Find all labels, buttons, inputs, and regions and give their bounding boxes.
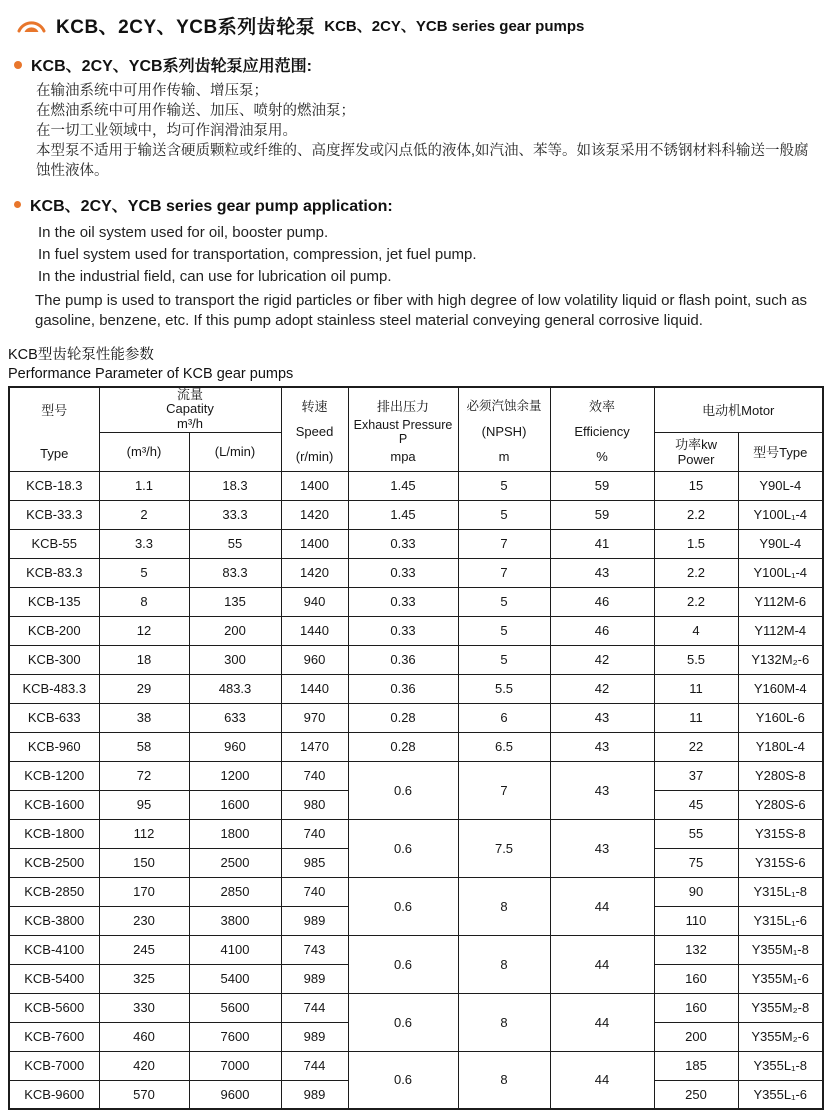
page-title-cn: KCB、2CY、YCB系列齿轮泵 (56, 12, 315, 39)
header-pressure-unit: mpa (349, 449, 458, 464)
table-row (9, 616, 823, 645)
bullet-icon (14, 201, 21, 208)
cell-motor-power: 160 (654, 993, 738, 1022)
cell-speed: 744 (281, 1051, 348, 1080)
header-efficiency-unit: % (551, 449, 654, 464)
cell-pressure: 0.6 (348, 877, 458, 935)
cell-capacity-lmin: 7000 (189, 1051, 281, 1080)
cell-motor-power: 160 (654, 964, 738, 993)
cell-pressure: 0.6 (348, 819, 458, 877)
cell-pressure: 0.6 (348, 993, 458, 1051)
section-body-en (38, 222, 818, 288)
cell-npsh: 7 (458, 761, 550, 819)
header-type (9, 387, 99, 472)
header-efficiency-cn: 效率 (551, 396, 654, 415)
table-caption-cn: KCB型齿轮泵性能参数 (8, 346, 822, 365)
cell-capacity-m3h: 58 (99, 732, 189, 761)
cell-efficiency: 44 (550, 877, 654, 935)
header-speed (281, 387, 348, 472)
cell-efficiency: 46 (550, 587, 654, 616)
cell-npsh: 5 (458, 645, 550, 674)
header-pressure-cn: 排出压力 (349, 396, 458, 415)
cell-efficiency: 46 (550, 616, 654, 645)
section-heading-en-text: KCB、2CY、YCB series gear pump application: (30, 193, 393, 216)
cell-capacity-m3h: 112 (99, 819, 189, 848)
cell-capacity-m3h: 95 (99, 790, 189, 819)
cell-motor-type: Y355L₁-8 (738, 1051, 823, 1080)
cell-efficiency: 44 (550, 993, 654, 1051)
table-row (9, 1051, 823, 1080)
cell-speed: 970 (281, 703, 348, 732)
cell-speed: 740 (281, 761, 348, 790)
cell-capacity-m3h: 1.1 (99, 471, 189, 500)
cell-motor-type: Y100L₁-4 (738, 500, 823, 529)
cell-npsh: 5 (458, 616, 550, 645)
cell-efficiency: 42 (550, 645, 654, 674)
cell-motor-power: 2.2 (654, 500, 738, 529)
cell-motor-type: Y112M-6 (738, 587, 823, 616)
cell-efficiency: 43 (550, 558, 654, 587)
cell-motor-type: Y112M-4 (738, 616, 823, 645)
cell-motor-type: Y100L₁-4 (738, 558, 823, 587)
cell-motor-power: 22 (654, 732, 738, 761)
cell-motor-power: 2.2 (654, 558, 738, 587)
cell-capacity-m3h: 570 (99, 1080, 189, 1109)
cn-line: 在燃油系统中可用作输送、加压、喷射的燃油泵； (36, 102, 822, 122)
cell-capacity-lmin: 3800 (189, 906, 281, 935)
cell-npsh: 6 (458, 703, 550, 732)
cell-capacity-m3h: 38 (99, 703, 189, 732)
table-row (9, 674, 823, 703)
header-speed-unit: (r/min) (282, 449, 348, 464)
header-npsh (458, 387, 550, 472)
bullet-icon (14, 61, 22, 69)
cell-motor-type: Y160M-4 (738, 674, 823, 703)
cell-pump-type: KCB-2850 (9, 877, 99, 906)
table-row (9, 703, 823, 732)
header-speed-en: Speed (282, 424, 348, 439)
header-power-cn: 功率kw (655, 437, 738, 452)
cell-pump-type: KCB-33.3 (9, 500, 99, 529)
header-capacity-unit: m³/h (100, 417, 281, 432)
cell-pressure: 0.28 (348, 703, 458, 732)
table-captions (8, 346, 822, 384)
cn-line: 本型泵不适用于输送含硬质颗粒或纤维的、高度挥发或闪点低的液体,如汽油、苯等。如该泵采用不锈钢材料科输送一般腐蚀性液体。 (36, 142, 822, 181)
cell-npsh: 8 (458, 935, 550, 993)
header-npsh-cn: 必须汽蚀余量 (459, 396, 550, 414)
cell-motor-power: 5.5 (654, 645, 738, 674)
cell-npsh: 8 (458, 993, 550, 1051)
header-capacity-lmin-label: (L/min) (215, 444, 255, 459)
cell-efficiency: 43 (550, 703, 654, 732)
header-capacity-cn: 流量 (100, 388, 281, 403)
header-type-en: Type (10, 446, 99, 461)
cell-capacity-m3h: 230 (99, 906, 189, 935)
cell-npsh: 5 (458, 587, 550, 616)
cell-speed: 989 (281, 1022, 348, 1051)
cell-capacity-lmin: 300 (189, 645, 281, 674)
cell-speed: 1400 (281, 529, 348, 558)
cell-capacity-lmin: 633 (189, 703, 281, 732)
cell-npsh: 6.5 (458, 732, 550, 761)
cell-capacity-lmin: 2500 (189, 848, 281, 877)
cell-capacity-lmin: 7600 (189, 1022, 281, 1051)
section-heading-cn-text: KCB、2CY、YCB系列齿轮泵应用范围: (31, 53, 312, 76)
cell-efficiency: 44 (550, 1051, 654, 1109)
cell-capacity-lmin: 4100 (189, 935, 281, 964)
cell-pressure: 0.33 (348, 529, 458, 558)
cell-capacity-m3h: 330 (99, 993, 189, 1022)
cell-speed: 743 (281, 935, 348, 964)
cell-npsh: 5.5 (458, 674, 550, 703)
cell-pump-type: KCB-200 (9, 616, 99, 645)
header-power (654, 432, 738, 471)
cell-motor-type: Y355M₁-8 (738, 935, 823, 964)
cell-motor-power: 2.2 (654, 587, 738, 616)
cell-speed: 1420 (281, 500, 348, 529)
cell-efficiency: 59 (550, 471, 654, 500)
performance-table-body (9, 471, 823, 1109)
cell-capacity-m3h: 72 (99, 761, 189, 790)
table-row (9, 732, 823, 761)
header-capacity-m3h-label: (m³/h) (127, 444, 162, 459)
cell-capacity-lmin: 135 (189, 587, 281, 616)
table-row (9, 471, 823, 500)
cell-motor-power: 45 (654, 790, 738, 819)
cell-efficiency: 44 (550, 935, 654, 993)
cell-motor-power: 75 (654, 848, 738, 877)
cell-capacity-m3h: 3.3 (99, 529, 189, 558)
cell-motor-power: 132 (654, 935, 738, 964)
cell-npsh: 7 (458, 558, 550, 587)
cell-npsh: 5 (458, 471, 550, 500)
cell-motor-type: Y315S-6 (738, 848, 823, 877)
en-line: In the industrial field, can use for lubrication oil pump. (38, 266, 818, 288)
cell-motor-power: 11 (654, 703, 738, 732)
header-npsh-unit: m (459, 449, 550, 464)
en-line: In the oil system used for oil, booster pump. (38, 222, 818, 244)
header-pressure (348, 387, 458, 472)
cell-pressure: 0.33 (348, 587, 458, 616)
cell-pump-type: KCB-4100 (9, 935, 99, 964)
cell-pump-type: KCB-633 (9, 703, 99, 732)
en-paragraph: The pump is used to transport the rigid particles or fiber with high degree of low volatility liquid or flash point, such as gasoline, benzene, etc. If this pump adopt stainless steel material conveying general corrosive liquid. (35, 291, 821, 332)
cell-pump-type: KCB-55 (9, 529, 99, 558)
page-title-en: KCB、2CY、YCB series gear pumps (324, 15, 584, 36)
table-row (9, 558, 823, 587)
cell-npsh: 7.5 (458, 819, 550, 877)
cell-motor-power: 200 (654, 1022, 738, 1051)
cell-capacity-m3h: 5 (99, 558, 189, 587)
header-motor-label: 电动机Motor (702, 403, 774, 418)
cell-pump-type: KCB-960 (9, 732, 99, 761)
header-speed-cn: 转速 (282, 396, 348, 415)
cell-capacity-m3h: 245 (99, 935, 189, 964)
cell-efficiency: 41 (550, 529, 654, 558)
cell-speed: 1400 (281, 471, 348, 500)
cell-capacity-m3h: 29 (99, 674, 189, 703)
cell-pump-type: KCB-5400 (9, 964, 99, 993)
cell-pump-type: KCB-7600 (9, 1022, 99, 1051)
cell-pump-type: KCB-2500 (9, 848, 99, 877)
cell-capacity-m3h: 18 (99, 645, 189, 674)
cell-pump-type: KCB-5600 (9, 993, 99, 1022)
cell-speed: 960 (281, 645, 348, 674)
cell-motor-type: Y90L-4 (738, 471, 823, 500)
header-efficiency (550, 387, 654, 472)
en-line: In fuel system used for transportation, compression, jet fuel pump. (38, 244, 818, 266)
cell-speed: 989 (281, 964, 348, 993)
cell-npsh: 8 (458, 1051, 550, 1109)
cell-efficiency: 59 (550, 500, 654, 529)
cell-capacity-m3h: 460 (99, 1022, 189, 1051)
cell-motor-type: Y315L₁-8 (738, 877, 823, 906)
cell-motor-power: 185 (654, 1051, 738, 1080)
cell-capacity-lmin: 55 (189, 529, 281, 558)
performance-table (8, 386, 824, 1110)
cell-speed: 985 (281, 848, 348, 877)
table-row (9, 877, 823, 906)
cell-capacity-m3h: 150 (99, 848, 189, 877)
table-row (9, 529, 823, 558)
cell-motor-type: Y355M₂-6 (738, 1022, 823, 1051)
cell-pump-type: KCB-18.3 (9, 471, 99, 500)
header-capacity-m3h (99, 432, 189, 471)
cell-pressure: 0.6 (348, 935, 458, 993)
cell-capacity-lmin: 483.3 (189, 674, 281, 703)
cell-capacity-lmin: 18.3 (189, 471, 281, 500)
cell-capacity-m3h: 12 (99, 616, 189, 645)
cell-efficiency: 43 (550, 761, 654, 819)
cell-pump-type: KCB-83.3 (9, 558, 99, 587)
cell-capacity-lmin: 1200 (189, 761, 281, 790)
cell-motor-power: 11 (654, 674, 738, 703)
section-heading-en (14, 193, 822, 216)
cell-speed: 740 (281, 819, 348, 848)
cell-efficiency: 43 (550, 732, 654, 761)
section-heading-cn (14, 53, 822, 76)
cell-speed: 1440 (281, 616, 348, 645)
header-capacity (99, 387, 281, 433)
cell-pump-type: KCB-135 (9, 587, 99, 616)
cell-pressure: 0.6 (348, 761, 458, 819)
cell-speed: 740 (281, 877, 348, 906)
cell-motor-type: Y160L-6 (738, 703, 823, 732)
cell-capacity-lmin: 1600 (189, 790, 281, 819)
cell-pump-type: KCB-483.3 (9, 674, 99, 703)
cell-pump-type: KCB-7000 (9, 1051, 99, 1080)
header-efficiency-en: Efficiency (551, 424, 654, 439)
cell-speed: 989 (281, 906, 348, 935)
header-capacity-en: Capatity (100, 402, 281, 417)
header-capacity-lmin (189, 432, 281, 471)
cell-npsh: 8 (458, 877, 550, 935)
header-pressure-en: Exhaust Pressure P (349, 418, 458, 446)
cell-capacity-lmin: 2850 (189, 877, 281, 906)
cell-pump-type: KCB-300 (9, 645, 99, 674)
table-row (9, 761, 823, 790)
header-motor (654, 387, 823, 433)
cell-capacity-lmin: 200 (189, 616, 281, 645)
cell-motor-type: Y280S-6 (738, 790, 823, 819)
cell-motor-power: 55 (654, 819, 738, 848)
cell-pressure: 1.45 (348, 500, 458, 529)
cell-pressure: 0.33 (348, 558, 458, 587)
table-row (9, 645, 823, 674)
cell-capacity-lmin: 9600 (189, 1080, 281, 1109)
cell-motor-type: Y315S-8 (738, 819, 823, 848)
cell-pump-type: KCB-1200 (9, 761, 99, 790)
cell-speed: 1470 (281, 732, 348, 761)
cell-motor-type: Y180L-4 (738, 732, 823, 761)
cell-motor-type: Y355L₁-6 (738, 1080, 823, 1109)
cell-motor-power: 90 (654, 877, 738, 906)
cell-motor-power: 1.5 (654, 529, 738, 558)
cell-pressure: 0.28 (348, 732, 458, 761)
cell-npsh: 5 (458, 500, 550, 529)
page-header (16, 12, 822, 39)
cell-pressure: 0.6 (348, 1051, 458, 1109)
cell-speed: 744 (281, 993, 348, 1022)
cell-motor-power: 250 (654, 1080, 738, 1109)
section-body-cn (36, 82, 822, 181)
cell-motor-power: 15 (654, 471, 738, 500)
cell-motor-power: 37 (654, 761, 738, 790)
cell-speed: 1420 (281, 558, 348, 587)
cell-speed: 940 (281, 587, 348, 616)
header-npsh-en: (NPSH) (459, 424, 550, 439)
table-row (9, 587, 823, 616)
cell-efficiency: 43 (550, 819, 654, 877)
table-row (9, 935, 823, 964)
cell-efficiency: 42 (550, 674, 654, 703)
cn-line: 在输油系统中可用作传输、增压泵； (36, 82, 822, 102)
header-type-cn: 型号 (10, 400, 99, 419)
cell-capacity-lmin: 33.3 (189, 500, 281, 529)
header-motor-type (738, 432, 823, 471)
cell-motor-power: 110 (654, 906, 738, 935)
cell-npsh: 7 (458, 529, 550, 558)
cell-pressure: 0.36 (348, 674, 458, 703)
cell-capacity-m3h: 2 (99, 500, 189, 529)
cell-motor-type: Y90L-4 (738, 529, 823, 558)
cell-motor-type: Y315L₁-6 (738, 906, 823, 935)
cell-capacity-lmin: 83.3 (189, 558, 281, 587)
cell-motor-type: Y355M₁-6 (738, 964, 823, 993)
table-row (9, 993, 823, 1022)
cell-capacity-m3h: 8 (99, 587, 189, 616)
cell-pump-type: KCB-1800 (9, 819, 99, 848)
cell-motor-type: Y132M₂-6 (738, 645, 823, 674)
brand-arc-icon (16, 15, 47, 36)
cell-capacity-m3h: 420 (99, 1051, 189, 1080)
table-row (9, 500, 823, 529)
cell-pressure: 0.33 (348, 616, 458, 645)
header-power-en: Power (655, 452, 738, 467)
cell-speed: 989 (281, 1080, 348, 1109)
cell-motor-power: 4 (654, 616, 738, 645)
cell-capacity-m3h: 325 (99, 964, 189, 993)
cell-capacity-lmin: 1800 (189, 819, 281, 848)
cell-pressure: 1.45 (348, 471, 458, 500)
cell-pump-type: KCB-3800 (9, 906, 99, 935)
table-caption-en: Performance Parameter of KCB gear pumps (8, 365, 822, 384)
cell-capacity-m3h: 170 (99, 877, 189, 906)
cell-capacity-lmin: 5400 (189, 964, 281, 993)
cell-capacity-lmin: 5600 (189, 993, 281, 1022)
cell-speed: 1440 (281, 674, 348, 703)
cell-pump-type: KCB-1600 (9, 790, 99, 819)
table-row (9, 819, 823, 848)
cell-speed: 980 (281, 790, 348, 819)
header-motor-type-label: 型号Type (753, 445, 807, 460)
cell-motor-type: Y355M₂-8 (738, 993, 823, 1022)
cell-pressure: 0.36 (348, 645, 458, 674)
cn-line: 在一切工业领域中，均可作润滑油泵用。 (36, 122, 822, 142)
cell-motor-type: Y280S-8 (738, 761, 823, 790)
cell-pump-type: KCB-9600 (9, 1080, 99, 1109)
cell-capacity-lmin: 960 (189, 732, 281, 761)
